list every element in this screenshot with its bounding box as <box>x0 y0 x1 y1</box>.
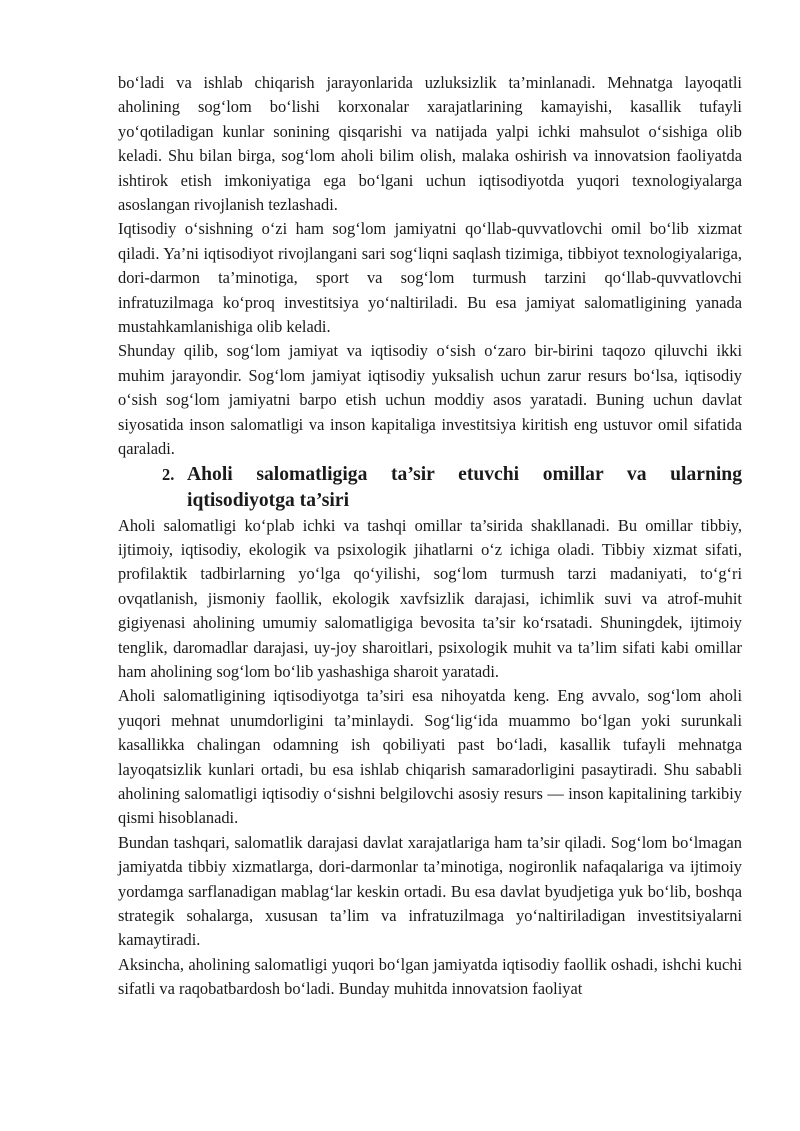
section-title: Aholi salomatligiga ta’sir etuvchi omillar va ularning iqtisodiyotga ta’siri <box>187 463 742 511</box>
document-body <box>118 71 742 1002</box>
paragraph: Shunday qilib, sog‘lom jamiyat va iqtisodiy o‘sish o‘zaro bir-birini taqozo qiluvchi ikki muhim jarayondir. Sog‘lom jamiyat iqtisodiy yuksalish uchun zarur resurs bo‘lsa, iqtisodiy o‘sish sog‘lom jamiyatni barpo etish uchun moddiy asos yaratadi. Buning uchun davlat siyosatida inson salomatligi va inson kapitaliga investitsiya kiritish eng ustuvor omil sifatida qaraladi. <box>118 341 742 459</box>
paragraph: Bundan tashqari, salomatlik darajasi davlat xarajatlariga ham ta’sir qiladi. Sog‘lom bo‘lmagan jamiyatda tibbiy xizmatlarga, dori-darmonlar ta’minotiga, nogironlik nafaqalariga va ijtimoiy yordamga sarflanadigan mablag‘lar keskin ortadi. Bu esa davlat byudjetiga yuk bo‘lib, boshqa strategik sohalarga, xususan ta’lim va infratuzilmaga yo‘naltiriladigan investitsiyalarni kamaytiradi. <box>118 832 742 950</box>
section-number: 2. <box>162 464 175 484</box>
paragraph: Aholi salomatligining iqtisodiyotga ta’siri esa nihoyatda keng. Eng avvalo, sog‘lom aholi yuqori mehnat unumdorligini ta’minlaydi. Sog‘lig‘ida muammo bo‘lgan yoki surunkali kasallikka chalingan odamning ish qobiliyati past bo‘ladi, kasallik tufayli mehnatga layoqatsizlik kunlari ortadi, bu esa ishlab chiqarish samaradorligini pasaytiradi. Shu sababli aholining salomatligi iqtisodiy o‘sishni belgilovchi asosiy resurs — inson kapitalining tarkibiy qismi hisoblanadi. <box>118 686 742 828</box>
paragraph: Iqtisodiy o‘sishning o‘zi ham sog‘lom jamiyatni qo‘llab-quvvatlovchi omil bo‘lib xizmat qiladi. Ya’ni iqtisodiyot rivojlangani sari sog‘liqni saqlash tizimiga, tibbiyot texnologiyalariga, dori-darmon ta’minotiga, sport va sog‘lom turmush tarzini qo‘llab-quvvatlovchi infratuzilmaga ko‘proq investitsiya yo‘naltiriladi. Bu esa jamiyat salomatligining yanada mustahkamlanishiga olib keladi. <box>118 219 742 337</box>
paragraph: bo‘ladi va ishlab chiqarish jarayonlarida uzluksizlik ta’minlanadi. Mehnatga layoqatli aholining sog‘lom bo‘lishi korxonalar xarajatlarining kamayishi, kasallik tufayli yo‘qotiladigan kunlar sonining qisqarishi va natijada yalpi ichki mahsulot o‘sishiga olib keladi. Shu bilan birga, sog‘lom aholi bilim olish, malaka oshirish va innovatsion faoliyatda ishtirok etish imkoniyatiga ega bo‘lgani uchun iqtisodiyotda yuqori texnologiyalarga asoslangan rivojlanish tezlashadi. <box>118 73 742 215</box>
section-heading <box>118 462 742 514</box>
paragraph: Aholi salomatligi ko‘plab ichki va tashqi omillar ta’sirida shakllanadi. Bu omillar tibbiy, ijtimoiy, iqtisodiy, ekologik va psixologik jihatlarni o‘z ichiga oladi. Tibbiy xizmat sifati, profilaktik tadbirlarning yo‘lga qo‘yilishi, sog‘lom turmush tarzi madaniyati, to‘g‘ri ovqatlanish, jismoniy faollik, ekologik xavfsizlik darajasi, ichimlik suvi va atrof-muhit gigiyenasi aholining umumiy salomatligiga bevosita ta’sir ko‘rsatadi. Shuningdek, ijtimoiy tenglik, daromadlar darajasi, uy-joy sharoitlari, psixologik muhit va ta’lim sifati kabi omillar ham aholining sog‘lom bo‘lib yashashiga sharoit yaratadi. <box>118 515 742 681</box>
paragraph: Aksincha, aholining salomatligi yuqori bo‘lgan jamiyatda iqtisodiy faollik oshadi, ishchi kuchi sifatli va raqobatbardosh bo‘ladi. Bunday muhitda innovatsion faoliyat <box>118 954 742 999</box>
